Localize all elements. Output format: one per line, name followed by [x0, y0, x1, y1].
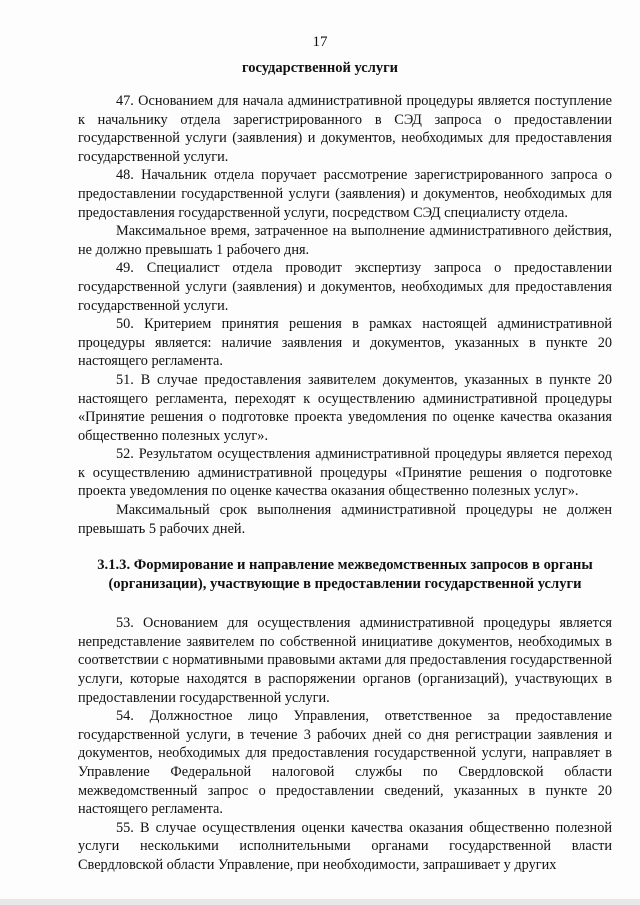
- paragraph-50: 50. Критерием принятия решения в рамках настоящей административной процедуры является: наличие заявления и документов, указанных в пункте 20 настоящего регламента.: [78, 316, 612, 370]
- running-title: государственной услуги: [241, 60, 399, 76]
- paragraph-max-term: Максимальный срок выполнения административной процедуры не должен превышать 5 рабочих дней.: [78, 502, 612, 537]
- page-number: 17: [312, 34, 328, 50]
- paragraph-52: 52. Результатом осуществления административной процедуры является переход к осуществлению административной процедуры «Принятие решения о подготовке проекта уведомления по оценке качества оказания общественно полезных услуг».: [78, 446, 612, 500]
- paragraph-49: 49. Специалист отдела проводит экспертизу запроса о предоставлении государственной услуги (заявления) и документов, необходимых для предоставления государственной услуги.: [78, 260, 612, 314]
- paragraph-53: 53. Основанием для осуществления административной процедуры является непредставление заявителем по собственной инициативе документов, необходимых в соответствии с нормативными правовыми актами для предоставления государственной услуги, которые находятся в распоряжении органов (организаций), участвующих в предоставлении государственной услуги.: [78, 615, 612, 706]
- page-bottom-edge: [0, 899, 640, 905]
- paragraph-55: 55. В случае осуществления оценки качества оказания общественно полезной услуги несколькими исполнительными органами государственной власти Свердловской области Управление, при необходимости, запрашивает у других: [78, 819, 612, 873]
- document-body: [78, 92, 612, 875]
- section-heading: 3.1.3. Формирование и направление межведомственных запросов в органы (организации), участвующие в предоставлении государственной услуги: [97, 557, 593, 593]
- paragraph-54: 54. Должностное лицо Управления, ответственное за предоставление государственной услуги, в течение 3 рабочих дней со дня регистрации заявления и документов, необходимых для предоставления государственной услуги, направляет в Управление Федеральной налоговой службы по Свердловской области межведомственный запрос о предоставлении сведений, указанных в пункте 20 настоящего регламента.: [78, 708, 612, 818]
- paragraph-max-time: Максимальное время, затраченное на выполнение административного действия, не должно превышать 1 рабочего дня.: [78, 223, 612, 258]
- paragraph-47: 47. Основанием для начала административной процедуры является поступление к начальнику отдела зарегистрированного в СЭД запроса о предоставлении государственной услуги (заявления) и документов, необходимых для предоставления государственной услуги.: [78, 93, 612, 165]
- paragraph-51: 51. В случае предоставления заявителем документов, указанных в пункте 20 настоящего регламента, переходят к осуществлению административной процедуры «Принятие решения о подготовке проекта уведомления по оценке качества оказания общественно полезных услуг».: [78, 371, 612, 444]
- paragraph-48: 48. Начальник отдела поручает рассмотрение зарегистрированного запроса о предоставлении государственной услуги (заявления) и документов, необходимых для предоставления государственной услуги, посредством СЭД специалисту отдела.: [78, 167, 612, 221]
